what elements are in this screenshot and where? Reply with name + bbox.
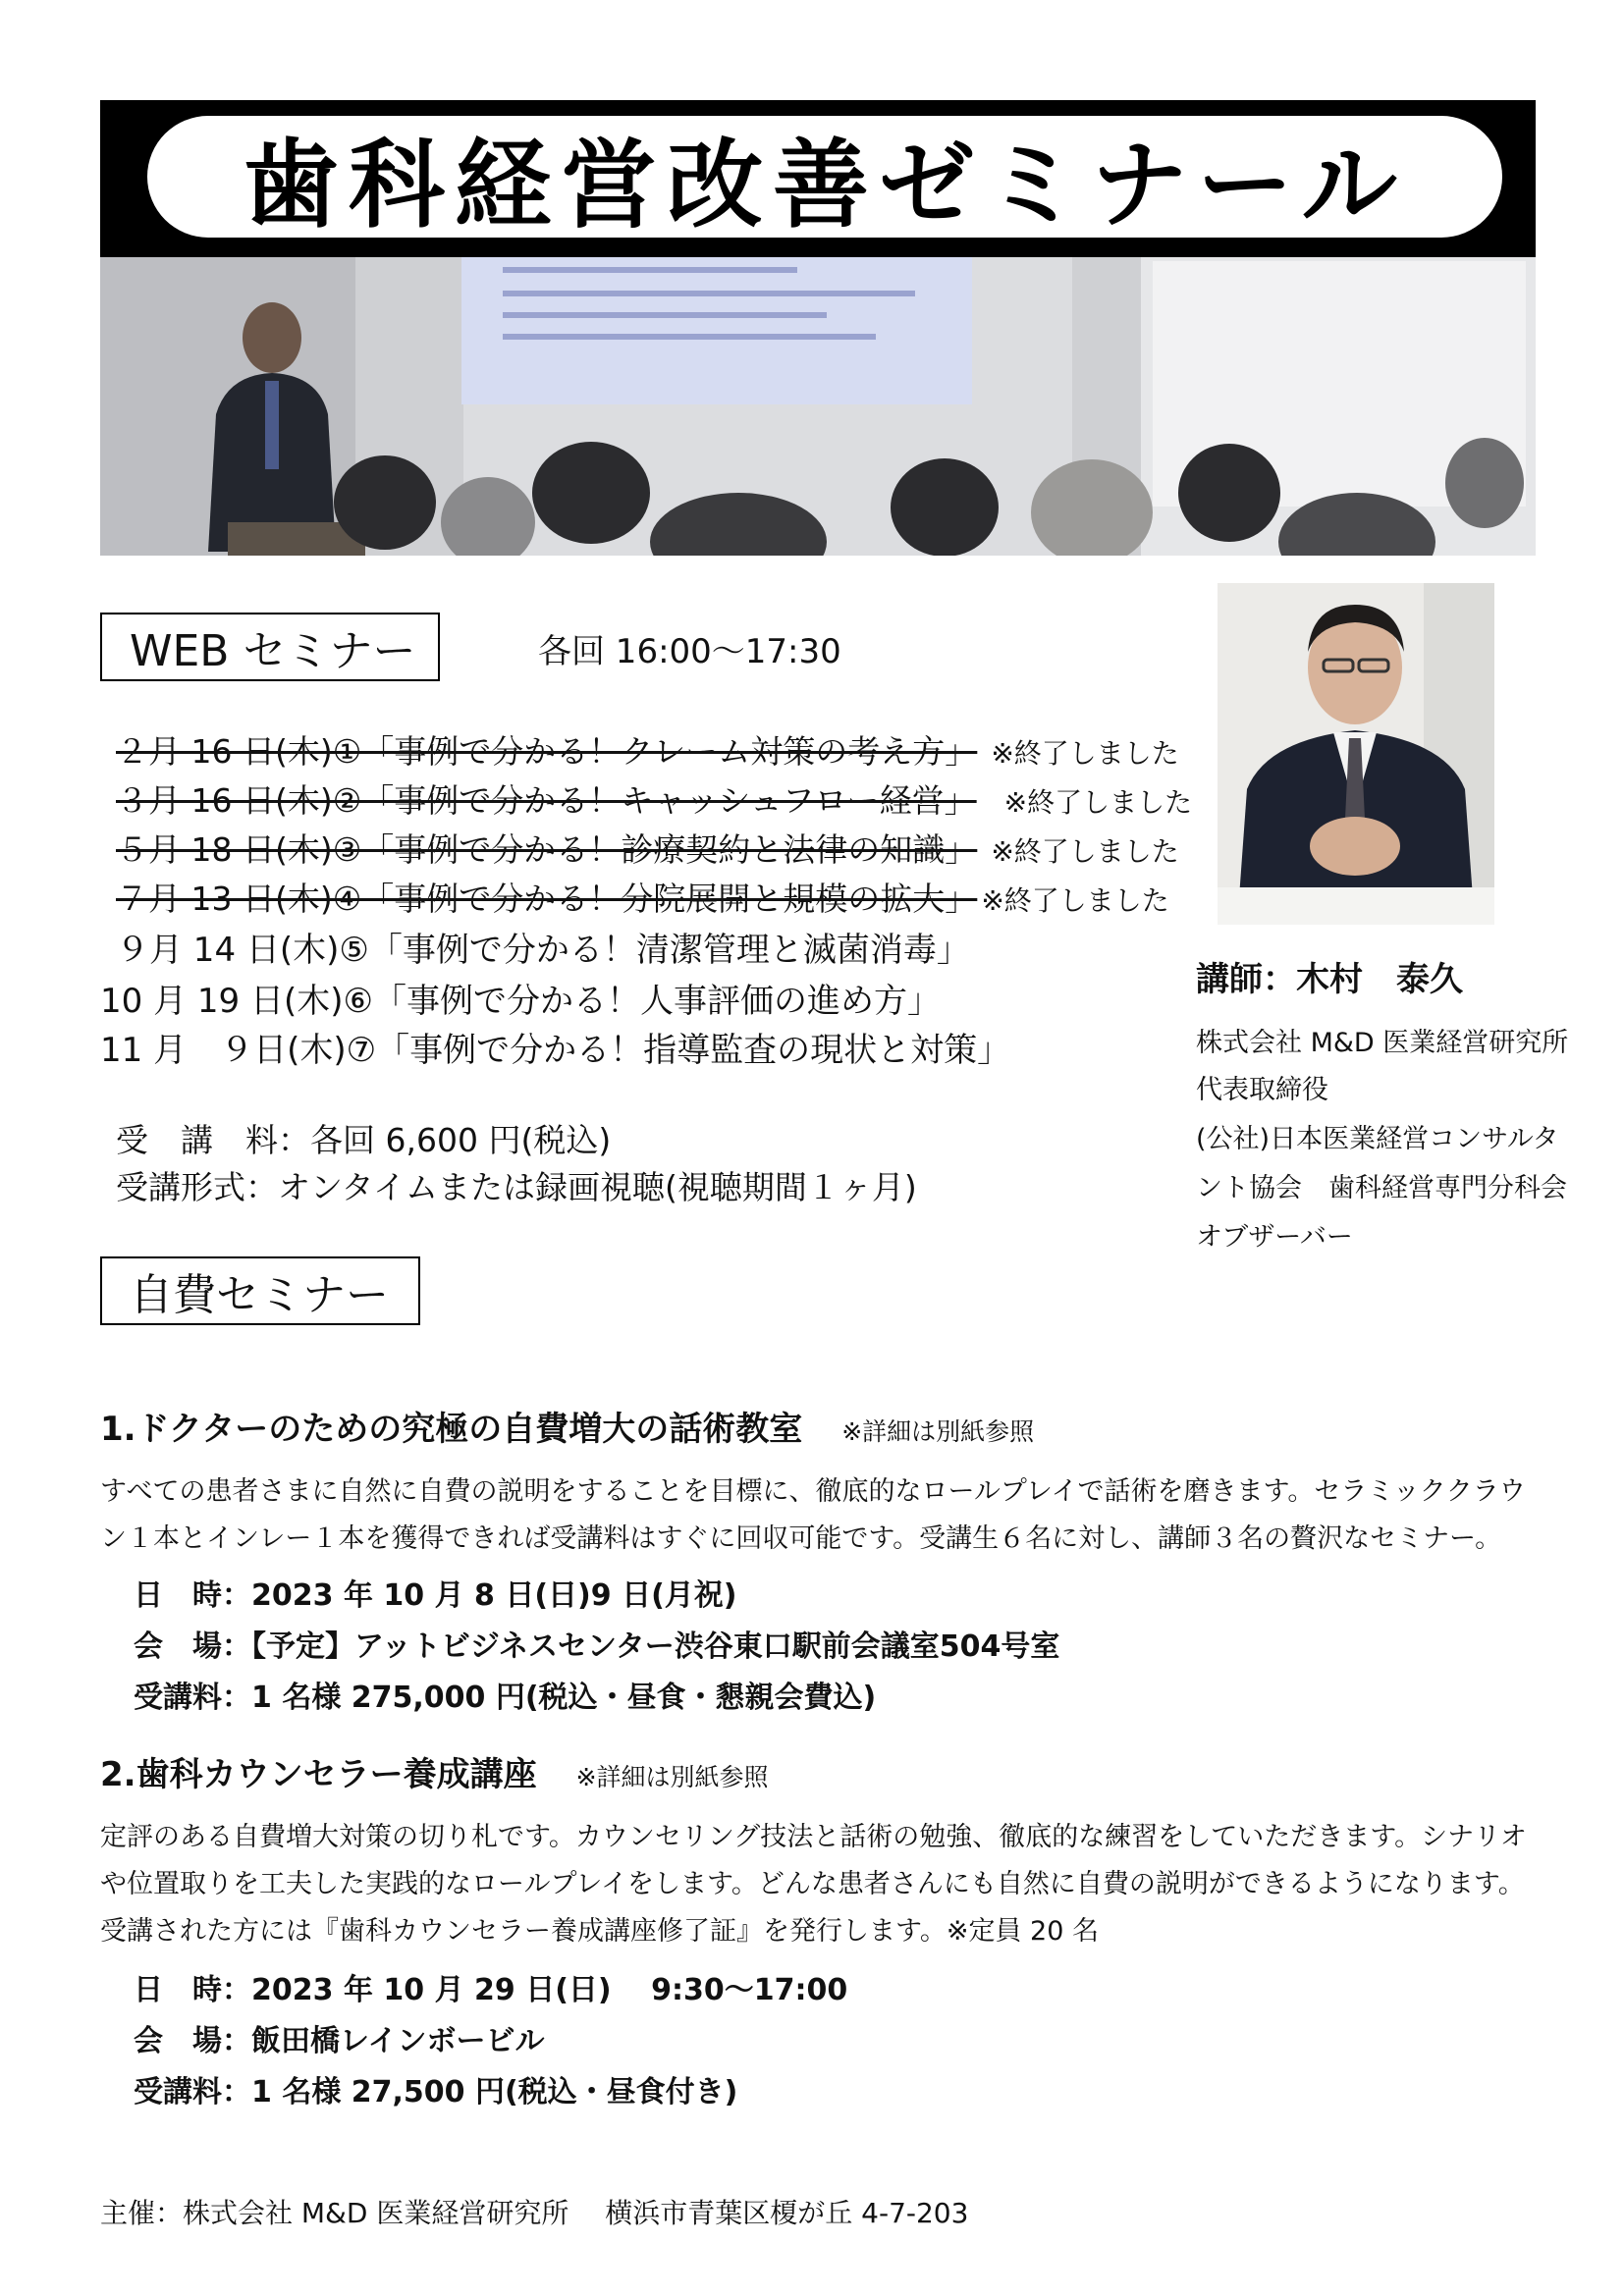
instructor-affiliation: (公社)日本医業経営コンサルタ bbox=[1196, 1124, 1559, 1154]
session-status: ※終了しました bbox=[981, 884, 1169, 917]
course-1-note: ※詳細は別紙参照 bbox=[841, 1417, 1035, 1446]
course-1-date: 日 時：2023 年 10 月 8 日(日)9 日(月祝) bbox=[134, 1578, 737, 1613]
web-seminar-time: 各回 16:00～17:30 bbox=[538, 632, 841, 671]
course-1-title-text: 1.ドクターのための究極の自費増大の話術教室 bbox=[100, 1410, 803, 1449]
page-title: 歯科経営改善ゼミナール bbox=[242, 129, 1408, 241]
seminar-scene-illustration bbox=[100, 257, 1536, 556]
instructor-affiliation: オブザーバー bbox=[1196, 1222, 1353, 1253]
session-row bbox=[116, 726, 1179, 773]
session-row bbox=[116, 874, 1169, 920]
course-2-title bbox=[100, 1747, 769, 1795]
self-pay-seminar-heading: 自費セミナー bbox=[100, 1256, 420, 1325]
course-1-venue: 会 場：【予定】アットビジネスセンター渋谷東口駅前会議室504号室 bbox=[134, 1629, 1060, 1664]
course-1-fee: 受講料：1 名様 275,000 円(税込・昼食・懇親会費込) bbox=[134, 1681, 877, 1715]
course-2-title-text: 2.歯科カウンセラー養成講座 bbox=[100, 1755, 537, 1794]
organizer-footer: 主催：株式会社 M&D 医業経営研究所 横浜市青葉区榎が丘 4-7-203 bbox=[100, 2197, 969, 2229]
session-title: 11 月 ９日(木)⑦「事例で分かる！指導監査の現状と対策」 bbox=[100, 1031, 1011, 1070]
session-status: ※終了しました bbox=[991, 835, 1179, 868]
instructor-name: 講師：木村 泰久 bbox=[1196, 960, 1463, 999]
session-title: ５月 18 日(木)③「事例で分かる！診療契約と法律の知識」 bbox=[116, 830, 978, 869]
seminar-photo bbox=[100, 257, 1536, 556]
session-row bbox=[116, 775, 1192, 822]
session-title: ７月 13 日(木)④「事例で分かる！分院展開と規模の拡大」 bbox=[116, 880, 978, 918]
course-2-note: ※詳細は別紙参照 bbox=[575, 1763, 769, 1791]
session-row bbox=[100, 1023, 1010, 1071]
course-2-description: 定評のある自費増大対策の切り札です。カウンセリング技法と話術の勉強、徹底的な練習をしていただきます。シナリオや位置取りを工夫した実践的なロールプレイをします。どんな患者さんにも自然に自費の説明ができるようになります。受講された方には『歯科カウンセラー養成講座修了証』を発行します。※定員 20 名 bbox=[100, 1822, 1527, 1947]
session-title: ３月 16 日(木)②「事例で分かる！キャッシュフロー経営」 bbox=[116, 781, 977, 820]
session-title: 10 月 19 日(木)⑥「事例で分かる！人事評価の進め方」 bbox=[100, 982, 941, 1021]
instructor-affiliation: 株式会社 M&D 医業経営研究所 bbox=[1196, 1028, 1569, 1058]
web-seminar-format: 受講形式：オンタイムまたは録画視聴(視聴期間１ヶ月) bbox=[116, 1168, 917, 1206]
title-pill bbox=[147, 116, 1502, 241]
session-status: ※終了しました bbox=[991, 737, 1179, 770]
course-1-title bbox=[100, 1402, 1034, 1450]
web-seminar-fee: 受 講 料：各回 6,600 円(税込) bbox=[116, 1121, 612, 1159]
course-2-date: 日 時：2023 年 10 月 29 日(日) 9:30～17:00 bbox=[134, 1973, 848, 2007]
instructor-photo bbox=[1218, 583, 1494, 925]
course-2-venue: 会 場：飯田橋レインボービル bbox=[134, 2024, 545, 2058]
instructor-affiliation: 代表取締役 bbox=[1196, 1075, 1328, 1105]
session-title: ９月 14 日(木)⑤「事例で分かる！清潔管理と滅菌消毒」 bbox=[116, 931, 970, 970]
course-1-description: すべての患者さまに自然に自費の説明をすることを目標に、徹底的なロールプレイで話術を磨きます。セラミッククラウン１本とインレー１本を獲得できれば受講料はすぐに回収可能です。受講生６名に対し、講師３名の贅沢なセミナー。 bbox=[100, 1476, 1526, 1554]
web-seminar-heading: WEB セミナー bbox=[100, 613, 440, 681]
instructor-portrait-illustration bbox=[1218, 583, 1494, 925]
session-title: ２月 16 日(木)①「事例で分かる！クレーム対策の考え方」 bbox=[116, 732, 978, 771]
instructor-affiliation: ント協会 歯科経営専門分科会 bbox=[1196, 1173, 1567, 1203]
session-row bbox=[116, 923, 970, 971]
session-status: ※終了しました bbox=[1003, 786, 1193, 819]
session-row bbox=[100, 974, 941, 1022]
session-row bbox=[116, 825, 1179, 871]
course-2-fee: 受講料：1 名様 27,500 円(税込・昼食付き) bbox=[134, 2075, 738, 2109]
